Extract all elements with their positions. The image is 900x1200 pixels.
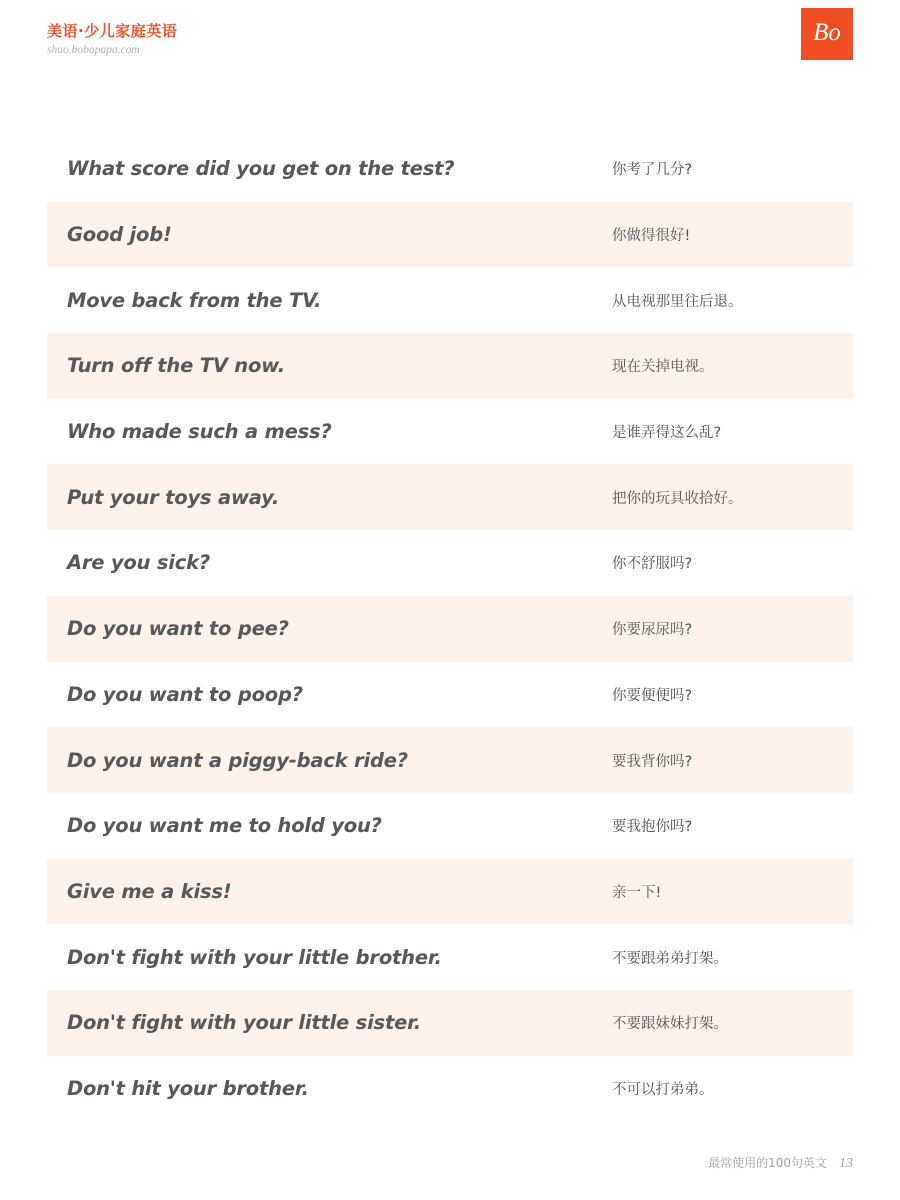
phrase-english: Put your toys away. — [67, 485, 280, 509]
page-header — [0, 0, 900, 90]
phrase-english: Do you want me to hold you? — [67, 814, 382, 838]
phrase-chinese: 是谁弄得这么乱? — [612, 425, 722, 442]
logo-badge — [801, 8, 853, 60]
table-row — [47, 924, 853, 990]
phrase-english: Don't hit your brother. — [67, 1076, 309, 1100]
phrase-chinese: 你做得很好! — [612, 228, 691, 245]
phrase-chinese: 你要便便吗? — [612, 687, 693, 704]
phrase-english: Don't fight with your little brother. — [67, 945, 442, 969]
phrase-chinese: 不要跟妹妹打架。 — [612, 1016, 728, 1033]
phrase-english: What score did you get on the test? — [67, 157, 455, 181]
phrase-english: Do you want to poop? — [67, 682, 303, 706]
table-row — [47, 267, 853, 333]
phrase-chinese: 现在关掉电视。 — [612, 359, 714, 376]
phrase-chinese: 要我抱你吗? — [612, 819, 693, 836]
phrase-chinese: 从电视那里往后退。 — [612, 293, 743, 310]
phrase-chinese: 要我背你吗? — [612, 753, 693, 770]
table-row — [47, 399, 853, 465]
table-row — [47, 990, 853, 1056]
table-row — [47, 793, 853, 859]
phrase-english: Good job! — [67, 223, 172, 247]
phrase-chinese: 不可以打弟弟。 — [612, 1081, 714, 1098]
table-row — [47, 662, 853, 728]
phrase-english: Give me a kiss! — [67, 879, 232, 903]
phrase-english: Who made such a mess? — [67, 420, 332, 444]
phrase-chinese: 你要尿尿吗? — [612, 622, 693, 639]
phrase-chinese: 不要跟弟弟打架。 — [612, 950, 728, 967]
logo-text: Bo — [813, 19, 841, 46]
table-row — [47, 727, 853, 793]
table-row — [47, 1056, 853, 1122]
page-footer — [708, 1154, 853, 1172]
table-row — [47, 202, 853, 268]
phrase-english: Are you sick? — [67, 551, 211, 575]
brand-title: 美语·少儿家庭英语 — [47, 22, 178, 40]
phrase-english: Turn off the TV now. — [67, 354, 285, 378]
page-number: 13 — [839, 1156, 853, 1171]
brand — [47, 22, 177, 57]
phrase-table — [47, 136, 853, 1121]
table-row — [47, 530, 853, 596]
phrase-chinese: 亲一下! — [612, 884, 662, 901]
phrase-chinese: 你考了几分? — [612, 162, 693, 179]
phrase-english: Don't fight with your little sister. — [67, 1011, 421, 1035]
phrase-english: Do you want a piggy-back ride? — [67, 748, 408, 772]
brand-url: shuo.bobopapa.com — [47, 44, 140, 56]
phrase-english: Do you want to pee? — [67, 617, 289, 641]
table-row — [47, 136, 853, 202]
phrase-english: Move back from the TV. — [67, 288, 322, 312]
table-row — [47, 464, 853, 530]
phrase-chinese: 你不舒服吗? — [612, 556, 693, 573]
table-row — [47, 859, 853, 925]
table-row — [47, 333, 853, 399]
table-row — [47, 596, 853, 662]
phrase-chinese: 把你的玩具收拾好。 — [612, 490, 743, 507]
footer-note: 最常使用的100句英文 — [708, 1156, 827, 1170]
